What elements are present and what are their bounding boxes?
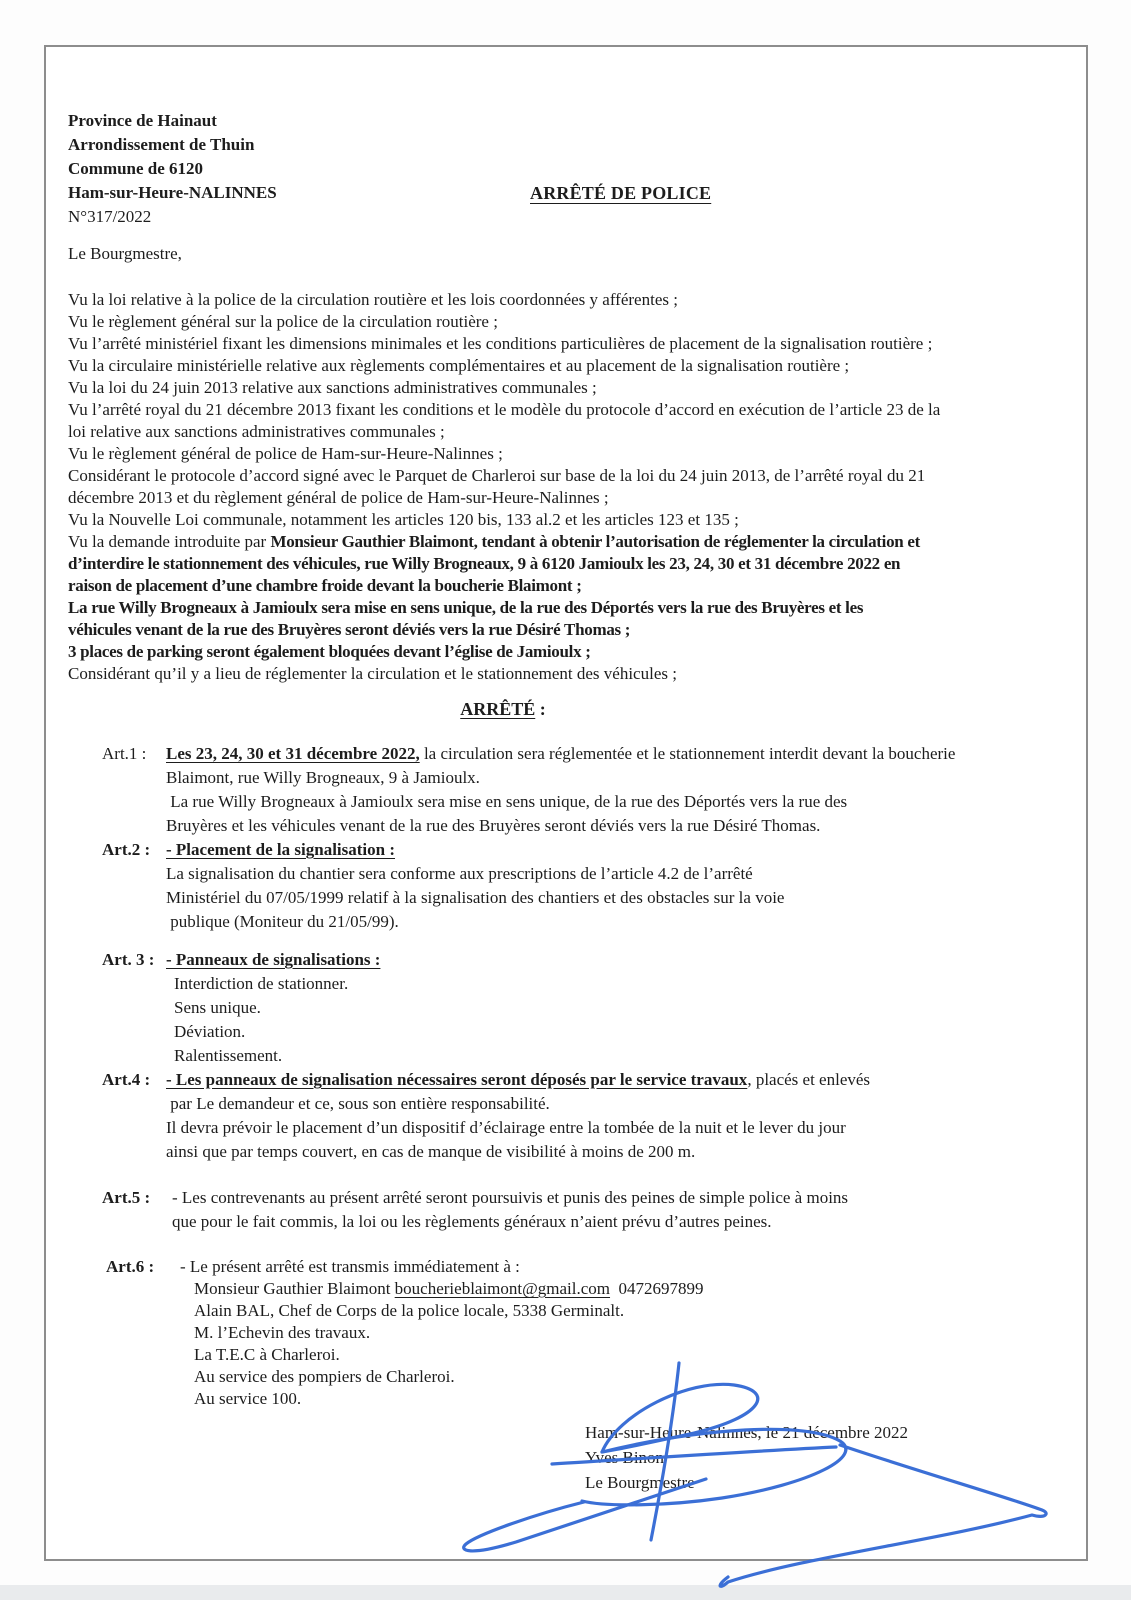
text-segment: décembre 2013 et du règlement général de police de Ham-sur-Heure-Nalinnes ;: [68, 488, 609, 507]
text-segment: - Les panneaux de signalisation nécessaires seront déposés par le service travaux: [166, 1070, 748, 1089]
text-segment: Monsieur Gauthier Blaimont, tendant à obtenir l’autorisation de réglementer la circulation et: [270, 532, 920, 551]
text-segment: la circulation sera réglementée et le stationnement interdit devant la boucherie: [419, 744, 956, 763]
text-segment: - Placement de la signalisation :: [166, 840, 396, 859]
scan-footer-strip: [0, 1585, 1131, 1600]
commune-line: Commune de 6120: [68, 159, 204, 178]
article-1-label: Art.1 :: [102, 744, 147, 763]
text-segment: Déviation.: [174, 1022, 246, 1041]
text-segment: Alain BAL, Chef de Corps de la police locale, 5338 Germinalt.: [194, 1301, 625, 1320]
text-segment: La rue Willy Brogneaux à Jamioulx sera mise en sens unique, de la rue des Déportés vers la rue des: [166, 792, 848, 811]
text-line: [68, 575, 1030, 597]
text-segment: Blaimont, rue Willy Brogneaux, 9 à Jamioulx.: [166, 768, 480, 787]
text-segment: La rue Willy Brogneaux à Jamioulx sera mise en sens unique, de la rue des Déportés vers la rue des Bruyères et les: [68, 598, 864, 617]
article-5: [68, 1186, 1030, 1234]
text-segment: Vu l’arrêté royal du 21 décembre 2013 fixant les conditions et le modèle du protocole d’accord en exécution de l’article 23 de la: [68, 400, 941, 419]
text-segment: Au service 100.: [194, 1389, 302, 1408]
text-line: [172, 1210, 1030, 1234]
text-line: [180, 1256, 1030, 1278]
text-segment: Vu le règlement général sur la police de la circulation routière ;: [68, 312, 498, 331]
text-line: [68, 619, 1030, 641]
email-text: boucherieblaimont@gmail.com: [394, 1279, 611, 1298]
text-segment: 0472697899: [610, 1279, 704, 1298]
text-line: [180, 1322, 1030, 1344]
article-6: [68, 1256, 1030, 1410]
article-6-label: Art.6 :: [106, 1257, 155, 1276]
signature-place-date: Ham-sur-Heure-Nalinnes, le 21 décembre 2022: [585, 1423, 909, 1442]
article-5-label: Art.5 :: [102, 1188, 151, 1207]
text-line: [166, 790, 1030, 814]
text-segment: Considérant le protocole d’accord signé avec le Parquet de Charleroi sur base de la loi du 24 juin 2013, de l’arrêté royal du 21: [68, 466, 926, 485]
text-line: [68, 355, 1030, 377]
commune-name-line: Ham-sur-Heure-NALINNES: [68, 183, 277, 202]
text-line: [180, 1300, 1030, 1322]
article-4: [68, 1068, 1030, 1164]
text-segment: Vu le règlement général de police de Ham-sur-Heure-Nalinnes ;: [68, 444, 503, 463]
article-6-body: [170, 1256, 1030, 1410]
text-segment: ainsi que par temps couvert, en cas de manque de visibilité à moins de 200 m.: [166, 1142, 696, 1161]
text-line: [166, 1044, 1030, 1068]
text-segment: Vu l’arrêté ministériel fixant les dimensions minimales et les conditions particulières de placement de la signalisation routière ;: [68, 334, 933, 353]
text-line: [68, 289, 1030, 311]
text-line: [68, 311, 1030, 333]
text-segment: Vu la demande introduite par: [68, 532, 271, 551]
article-5-body: [166, 1186, 1030, 1234]
decree-number: N°317/2022: [68, 207, 152, 226]
text-segment: - Les contrevenants au présent arrêté seront poursuivis et punis des peines de simple police à moins: [172, 1188, 849, 1207]
text-segment: Au service des pompiers de Charleroi.: [194, 1367, 455, 1386]
text-segment: - Panneaux de signalisations :: [166, 950, 381, 969]
text-line: [166, 1020, 1030, 1044]
signature-block: [585, 1420, 1030, 1495]
issuing-authority-block: [68, 109, 1030, 229]
decree-heading: [68, 699, 1030, 720]
article-2-label: Art.2 :: [102, 840, 151, 859]
province-line: Province de Hainaut: [68, 111, 217, 130]
article-1-body: [166, 742, 1030, 838]
text-segment: La T.E.C à Charleroi.: [194, 1345, 340, 1364]
text-line: [68, 377, 1030, 399]
text-line: [68, 531, 1030, 553]
text-segment: Ralentissement.: [174, 1046, 283, 1065]
text-segment: loi relative aux sanctions administratives communales ;: [68, 422, 445, 441]
signatory-name: Yves Binon: [585, 1448, 665, 1467]
article-3-label: Art. 3 :: [102, 950, 155, 969]
text-line: [180, 1278, 1030, 1300]
text-segment: La signalisation du chantier sera conforme aux prescriptions de l’article 4.2 de l’arrêté: [166, 864, 753, 883]
article-2: [68, 838, 1030, 934]
text-line: [166, 948, 1030, 972]
text-line: [166, 814, 1030, 838]
text-segment: Vu la circulaire ministérielle relative aux règlements complémentaires et au placement de la signalisation routière ;: [68, 356, 850, 375]
decree-heading-colon: :: [535, 699, 546, 719]
text-line: [166, 862, 1030, 886]
article-4-label: Art.4 :: [102, 1070, 151, 1089]
text-line: [172, 1186, 1030, 1210]
text-line: [68, 597, 1030, 619]
text-line: [68, 509, 1030, 531]
text-line: [166, 1116, 1030, 1140]
article-4-body: [166, 1068, 1030, 1164]
signatory-role: Le Bourgmestre: [585, 1473, 695, 1492]
text-segment: Vu la loi relative à la police de la circulation routière et les lois coordonnées y afférentes ;: [68, 290, 678, 309]
arrondissement-line: Arrondissement de Thuin: [68, 135, 255, 154]
text-line: [166, 1068, 1030, 1092]
text-line: [68, 333, 1030, 355]
article-3-body: [166, 948, 1030, 1068]
text-line: [68, 421, 1030, 443]
text-segment: d’interdire le stationnement des véhicules, rue Willy Brogneaux, 9 à 6120 Jamioulx les 23, 24, 30 et 31 décembre 2022 en: [68, 554, 901, 573]
text-segment: Interdiction de stationner.: [174, 974, 349, 993]
text-segment: véhicules venant de la rue des Bruyères seront déviés vers la rue Désiré Thomas ;: [68, 620, 631, 639]
text-line: [180, 1388, 1030, 1410]
text-segment: Les 23, 24, 30 et 31 décembre 2022,: [166, 744, 420, 763]
text-segment: Monsieur Gauthier Blaimont: [194, 1279, 395, 1298]
text-segment: par Le demandeur et ce, sous son entière responsabilité.: [166, 1094, 550, 1113]
decree-heading-word: ARRÊTÉ: [460, 699, 536, 719]
article-1: [68, 742, 1030, 838]
text-line: [166, 766, 1030, 790]
document-page: [44, 45, 1088, 1561]
text-segment: Il devra prévoir le placement d’un dispositif d’éclairage entre la tombée de la nuit et le lever du jour: [166, 1118, 846, 1137]
text-segment: que pour le fait commis, la loi ou les règlements généraux n’aient prévu d’autres peines.: [172, 1212, 772, 1231]
text-line: [180, 1366, 1030, 1388]
document-header: [68, 109, 1030, 229]
text-segment: publique (Moniteur du 21/05/99).: [166, 912, 399, 931]
text-segment: 3 places de parking seront également bloquées devant l’église de Jamioulx ;: [68, 642, 591, 661]
text-line: [68, 487, 1030, 509]
text-line: [180, 1344, 1030, 1366]
text-line: [68, 553, 1030, 575]
text-segment: , placés et enlevés: [747, 1070, 871, 1089]
text-segment: Bruyères et les véhicules venant de la rue des Bruyères seront déviés vers la rue Désiré Thomas.: [166, 816, 821, 835]
text-line: [166, 1092, 1030, 1116]
text-segment: Vu la loi du 24 juin 2013 relative aux sanctions administratives communales ;: [68, 378, 597, 397]
text-line: [166, 838, 1030, 862]
text-line: [166, 972, 1030, 996]
recitals-block: [68, 289, 1030, 685]
text-segment: - Le présent arrêté est transmis immédiatement à :: [180, 1257, 520, 1276]
text-segment: M. l’Echevin des travaux.: [194, 1323, 371, 1342]
text-line: [166, 910, 1030, 934]
text-line: [166, 1140, 1030, 1164]
text-line: [166, 886, 1030, 910]
text-line: [68, 465, 1030, 487]
text-line: [68, 663, 1030, 685]
article-3: [68, 948, 1030, 1068]
document-title: ARRÊTÉ DE POLICE: [530, 183, 712, 203]
text-segment: Sens unique.: [174, 998, 261, 1017]
text-line: [166, 742, 1030, 766]
text-line: [68, 443, 1030, 465]
salutation-line: Le Bourgmestre,: [68, 244, 182, 263]
article-2-body: [166, 838, 1030, 934]
text-segment: raison de placement d’une chambre froide devant la boucherie Blaimont ;: [68, 576, 582, 595]
text-line: [166, 996, 1030, 1020]
text-segment: Ministériel du 07/05/1999 relatif à la signalisation des chantiers et des obstacles sur la voie: [166, 888, 785, 907]
text-line: [68, 399, 1030, 421]
text-segment: Considérant qu’il y a lieu de réglementer la circulation et le stationnement des véhicules ;: [68, 664, 677, 683]
text-line: [68, 641, 1030, 663]
text-segment: Vu la Nouvelle Loi communale, notamment les articles 120 bis, 133 al.2 et les articles 123 et 135 ;: [68, 510, 739, 529]
